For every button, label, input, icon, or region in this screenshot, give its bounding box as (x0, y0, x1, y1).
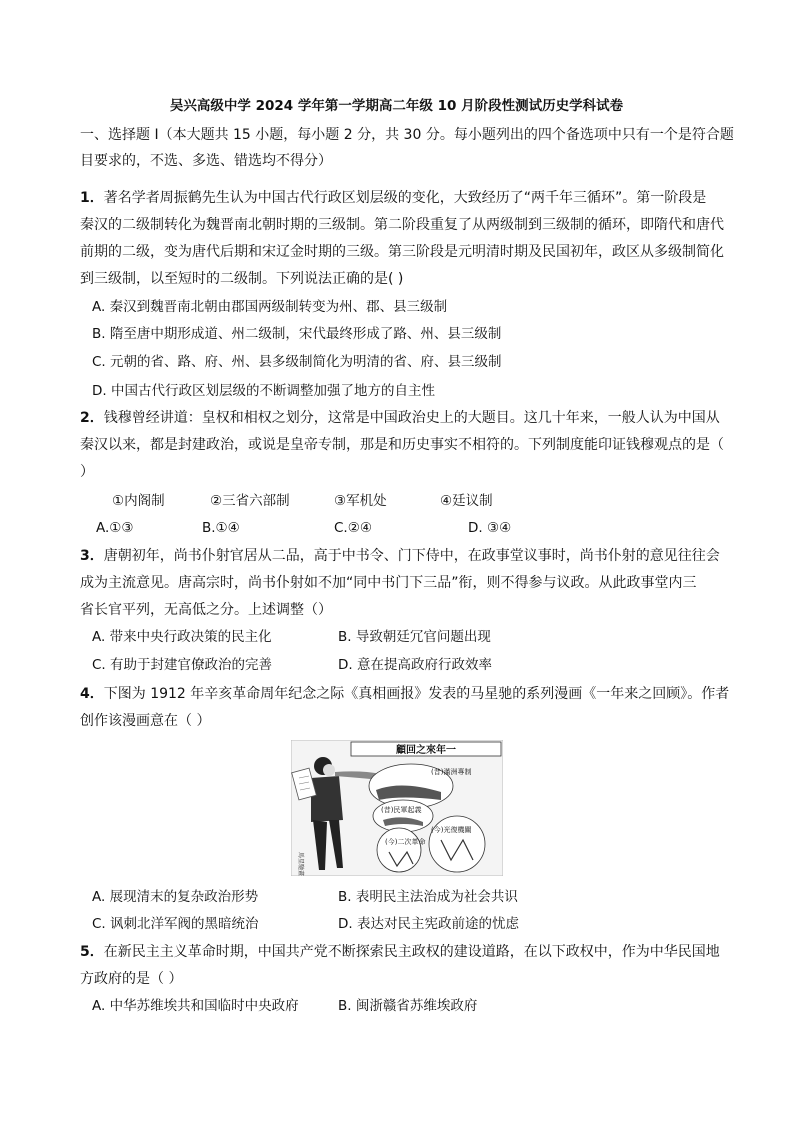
q3-line-3: 省长官平列，无高低之分。上述调整（） (80, 602, 332, 618)
q3-option-d: D. 意在提高政府行政效率 (338, 657, 492, 673)
cartoon-image (291, 740, 503, 876)
q2-number: 2． (80, 410, 104, 426)
q4-option-b: B. 表明民主法治成为社会共识 (338, 889, 518, 905)
q5-option-b: B. 闽浙赣省苏维埃政府 (338, 998, 478, 1014)
cartoon-caption-1: (昔)滿洲專制 (431, 768, 472, 776)
q3-option-c: C. 有助于封建官僚政治的完善 (92, 657, 273, 673)
q3-line-1: 3．唐朝初年，尚书仆射官居从二品，高于中书令、门下侍中，在政事堂议事时，尚书仆射的意见往往会 (80, 548, 720, 564)
q4-number: 4． (80, 686, 104, 702)
q5-line-1: 5．在新民主主义革命时期，中国共产党不断探索民主政权的建设道路，在以下政权中，作为中华民国地 (80, 944, 720, 960)
q1-line-3: 前期的二级，变为唐代后期和宋辽金时期的三级。第三阶段是元明清时期及民国初年，政区从多级制简化 (80, 244, 724, 260)
section-heading-line-1: 一、选择题 I（本大题共 15 小题，每小题 2 分，共 30 分。每小题列出的四个备选项中只有一个是符合题 (80, 127, 734, 143)
cartoon-signature: 馬星馳畫 (297, 852, 304, 876)
q5-line-2: 方政府的是（ ） (80, 971, 183, 987)
q2-line-1: 2．钱穆曾经讲道：皇权和相权之划分，这常是中国政治史上的大题目。这几十年来，一般人认为中国从 (80, 410, 720, 426)
q1-line-2: 秦汉的二级制转化为魏晋南北朝时期的三级制。第二阶段重复了从两级制到三级制的循环，即隋代和唐代 (80, 217, 724, 233)
q1-option-c: C. 元朝的省、路、府、州、县多级制简化为明清的省、府、县三级制 (92, 354, 502, 370)
cartoon-caption-2: (昔)民軍起義 (381, 806, 422, 814)
q3-line-2: 成为主流意见。唐高宗时，尚书仆射如不加“同中书门下三品”衔，则不得参与议政。从此政事堂内三 (80, 575, 697, 591)
q3-option-b: B. 导致朝廷冗官问题出现 (338, 629, 491, 645)
cartoon-caption-4: (今)二次革命 (385, 838, 426, 846)
q2-option-a: A.①③ (96, 520, 134, 536)
q4-option-c: C. 讽刺北洋军阀的黑暗统治 (92, 916, 259, 932)
q2-option-b: B.①④ (202, 520, 240, 536)
q2-line-2: 秦汉以来，都是封建政治，或说是皇帝专制，那是和历史事实不相符的。下列制度能印证钱穆观点的是（ (80, 437, 724, 453)
q2-item-1: ①内阁制 (112, 493, 165, 509)
q4-line-2: 创作该漫画意在（ ） (80, 713, 211, 729)
q5-number: 5． (80, 944, 104, 960)
cartoon-caption-3: (今)光復機關 (431, 826, 472, 834)
q4-option-a: A. 展现清末的复杂政治形势 (92, 889, 259, 905)
q2-item-3: ③军机处 (334, 493, 387, 509)
cartoon-banner: 顧回之來年一 (396, 745, 456, 756)
q4-line-1: 4．下图为 1912 年辛亥革命周年纪念之际《真相画报》发表的马星驰的系列漫画《一年来之回顾》。作者 (80, 686, 730, 702)
q1-number: 1． (80, 190, 104, 206)
q3-option-a: A. 带来中央行政决策的民主化 (92, 629, 272, 645)
q2-line-3: ） (80, 464, 94, 480)
q1-option-a: A. 秦汉到魏晋南北朝由郡国两级制转变为州、郡、县三级制 (92, 299, 448, 315)
section-heading-line-2: 目要求的，不选、多选、错选均不得分） (80, 153, 332, 169)
q2-option-c: C.②④ (334, 520, 372, 536)
q4-option-d: D. 表达对民主宪政前途的忧虑 (338, 916, 519, 932)
q3-number: 3． (80, 548, 104, 564)
q2-item-4: ④廷议制 (440, 493, 493, 509)
exam-title: 吴兴高级中学 2024 学年第一学期高二年级 10 月阶段性测试历史学科试卷 (169, 98, 624, 114)
q1-line-4: 到三级制，以至短时的二级制。下列说法正确的是( ) (80, 271, 404, 287)
q1-option-d: D. 中国古代行政区划层级的不断调整加强了地方的自主性 (92, 383, 435, 399)
q1-line-1: 1．著名学者周振鹤先生认为中国古代行政区划层级的变化，大致经历了“两千年三循环”。第一阶段是 (80, 190, 707, 206)
q5-option-a: A. 中华苏维埃共和国临时中央政府 (92, 998, 299, 1014)
q2-option-d: D. ③④ (468, 520, 512, 536)
q2-item-2: ②三省六部制 (210, 493, 290, 509)
q1-option-b: B. 隋至唐中期形成道、州二级制，宋代最终形成了路、州、县三级制 (92, 326, 502, 342)
